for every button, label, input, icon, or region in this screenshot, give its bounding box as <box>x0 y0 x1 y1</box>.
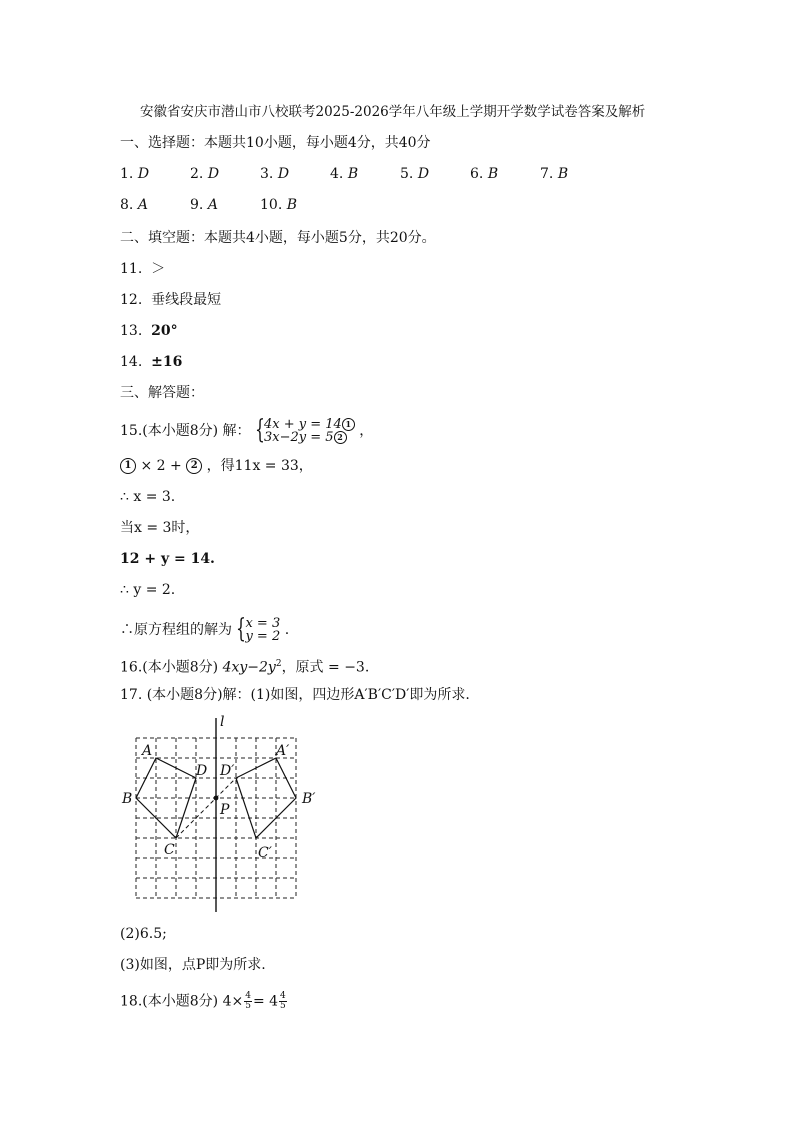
choice-answer-5 <box>400 166 429 182</box>
choice-answer-num: 1. <box>120 166 134 182</box>
choice-answer-4 <box>330 166 358 182</box>
q15-step2: ∴ x = 3. <box>120 489 176 505</box>
q15-system <box>255 415 355 445</box>
q15-step6 <box>120 614 290 644</box>
label-b: B <box>122 791 133 807</box>
choice-answer-num: 3. <box>260 166 274 182</box>
q15-step6-prefix: ∴原方程组的解为 <box>120 622 232 638</box>
point-p <box>214 796 219 801</box>
section1-heading: 一、选择题：本题共10小题，每小题4分，共40分 <box>120 135 431 151</box>
choice-answer-num: 8. <box>120 197 134 213</box>
q16-exponent: 2 <box>275 659 282 669</box>
choice-answer-letter: B <box>487 166 499 182</box>
choice-answer-letter: B <box>347 166 359 182</box>
q16-line <box>120 655 369 677</box>
q15-line1 <box>120 415 374 445</box>
choice-answer-num: 9. <box>190 197 204 213</box>
answer-13-num: 13. <box>120 323 143 339</box>
choice-answer-3 <box>260 166 289 182</box>
choice-answer-letter: B <box>286 197 298 213</box>
q15-mark-1: 1 <box>120 458 136 474</box>
q16-expr: 4xy−2y <box>222 659 276 676</box>
q18-fraction-2: $\frac{4}{5}$ <box>280 991 286 1011</box>
q16-rest: ，原式 = −3. <box>281 659 370 676</box>
q17-line1: 17. (本小题8分)解：(1)如图，四边形A′B′C′D′即为所求. <box>120 687 470 703</box>
q15-eq1: 4x + y = 14 1 <box>264 418 355 431</box>
label-l: l <box>220 714 225 730</box>
section2-heading: 二、填空题：本题共4小题，每小题5分，共20分。 <box>120 230 436 246</box>
q15-solution-system <box>236 614 281 644</box>
answer-13-value: 20° <box>151 323 178 339</box>
choice-answer-7 <box>540 166 568 182</box>
label-a: A <box>142 743 153 759</box>
section3-heading: 三、解答题： <box>120 385 204 401</box>
label-d2: D′ <box>220 763 235 779</box>
choice-answer-2 <box>190 166 219 182</box>
answer-11-value: ＞ <box>151 261 166 277</box>
choice-answer-num: 10. <box>260 197 283 213</box>
q15-prefix: 15.(本小题8分) 解： <box>120 423 251 439</box>
choice-answer-letter: D <box>137 166 150 182</box>
answer-12 <box>120 291 221 309</box>
q15-brace: { <box>255 415 265 445</box>
choice-answer-num: 4. <box>330 166 344 182</box>
choice-answer-letter: A <box>207 197 218 213</box>
choice-answer-1 <box>120 166 149 182</box>
q18-line <box>120 992 288 1011</box>
label-p: P <box>220 802 230 818</box>
choice-answer-letter: D <box>207 166 220 182</box>
label-c: C <box>164 842 175 858</box>
q15-step1-op: × 2 + <box>140 458 187 474</box>
choice-answer-num: 6. <box>470 166 484 182</box>
choice-answer-num: 2. <box>190 166 204 182</box>
choice-answer-num: 5. <box>400 166 414 182</box>
label-c2: C′ <box>258 845 272 861</box>
choice-answer-6 <box>470 166 498 182</box>
label-b2: B′ <box>302 791 316 807</box>
answer-13 <box>120 322 178 340</box>
q15-sol1: x = 3 <box>245 616 281 631</box>
q15-step6-suffix: . <box>284 622 290 638</box>
choice-answer-letter: B <box>557 166 569 182</box>
q18-term: 4× <box>222 993 244 1010</box>
q15-sol2: y = 2 <box>245 629 281 644</box>
q17-grid-figure <box>120 714 320 914</box>
q16-prefix: 16.(本小题8分) <box>120 659 219 676</box>
q15-step1-rest: ，得11x = 33， <box>206 458 313 474</box>
choice-answer-num: 7. <box>540 166 554 182</box>
q15-step1 <box>120 457 313 475</box>
q15-step5: ∴ y = 2. <box>120 582 176 598</box>
label-d: D <box>196 763 208 779</box>
q18-prefix: 18.(本小题8分) <box>120 993 219 1010</box>
page-title: 安徽省安庆市潜山市八校联考2025-2026学年八年级上学期开学数学试卷答案及解析 <box>140 104 646 120</box>
choice-answer-letter: D <box>417 166 430 182</box>
q15-step4: 12 + y = 14. <box>120 551 215 567</box>
choice-answer-letter: D <box>277 166 290 182</box>
choice-answer-10 <box>260 197 297 213</box>
answer-11 <box>120 260 165 278</box>
answer-12-num: 12. <box>120 292 143 308</box>
q15-mark-2: 2 <box>186 458 202 474</box>
choice-answer-letter: A <box>137 197 148 213</box>
label-a2: A′ <box>276 743 290 759</box>
q15-step3: 当x = 3时， <box>120 520 200 536</box>
q17-line2: (2)6.5; <box>120 926 167 942</box>
answer-11-num: 11. <box>120 261 143 277</box>
q18-equals: = 4 <box>252 993 279 1010</box>
q15-solution-brace: { <box>236 614 247 644</box>
q15-eq2: 3x−2y = 5 2 <box>264 431 355 444</box>
q18-fraction-1: $\frac{4}{5}$ <box>245 991 251 1011</box>
answer-14 <box>120 353 182 371</box>
answer-12-value: 垂线段最短 <box>151 292 222 308</box>
choice-answer-8 <box>120 197 148 213</box>
q15-comma: ， <box>359 423 374 439</box>
answer-14-num: 14. <box>120 354 143 370</box>
answer-14-value: ±16 <box>151 354 183 370</box>
q17-line3: (3)如图，点P即为所求. <box>120 957 266 973</box>
choice-answer-9 <box>190 197 218 213</box>
